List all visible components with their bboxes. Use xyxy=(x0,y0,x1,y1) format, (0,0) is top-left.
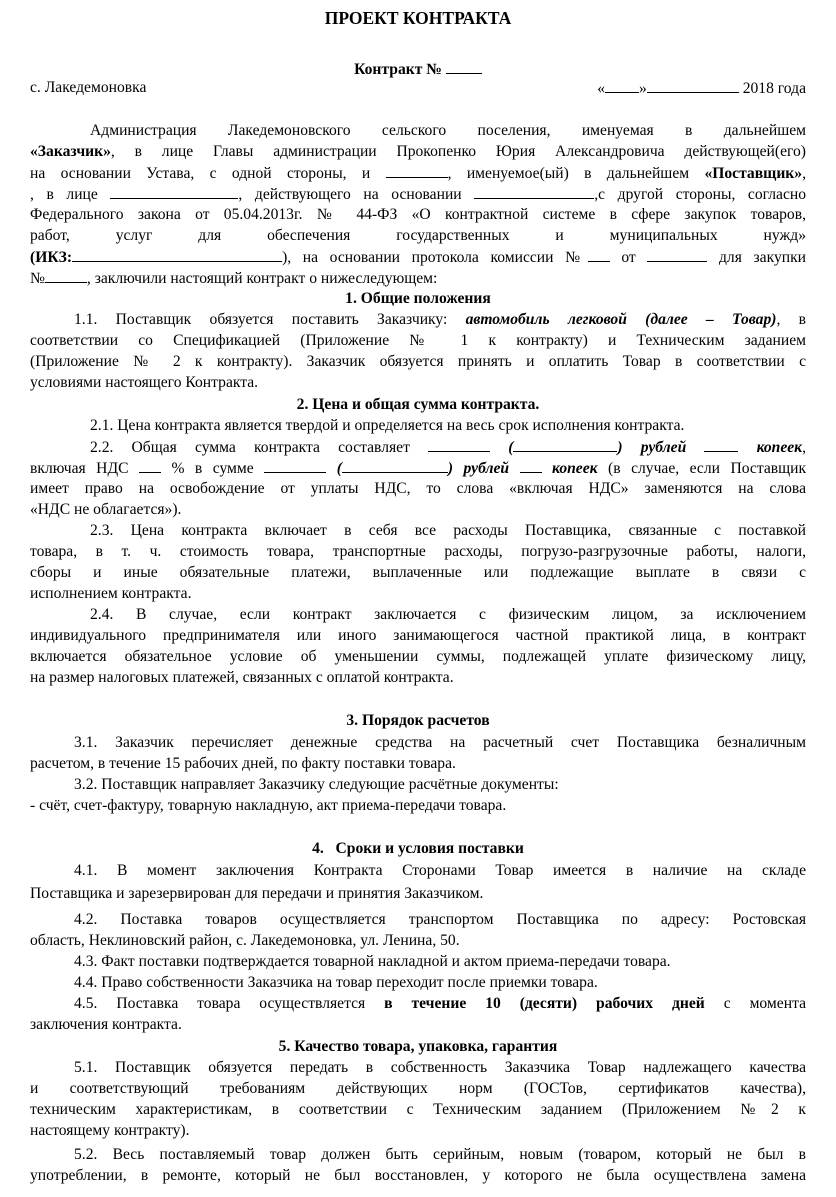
s5-line-1: 5.1. Поставщик обязуется передать в собственность Заказчика Товар надлежащего качества xyxy=(74,1059,806,1076)
s2-line-1: 2.1. Цена контракта является твердой и определяется на весь срок исполнения контракта. xyxy=(90,417,685,434)
s1-line-3: (Приложение № 2 к контракту). Заказчик обязуется принять и оплатить Товар в соответствии с xyxy=(30,353,806,370)
s2-line-6: 2.3. Цена контракта включает в себя все расходы Поставщика, связанные с поставкой xyxy=(90,522,806,539)
vat-sum-words-blank[interactable] xyxy=(342,457,448,473)
s3-line-2: расчетом, в течение 15 рабочих дней, по факту поставки товара. xyxy=(30,755,456,772)
place-date-line xyxy=(30,77,806,99)
s5-line-4: настоящему контракту). xyxy=(30,1122,190,1139)
s2-line-13: на размер налоговых платежей, связанных с оплатой контракта. xyxy=(30,669,454,686)
preamble-line-1: Администрация Лакедемоновского сельского поселения, именуемая в дальнейшем xyxy=(90,122,806,139)
s4-line-5: 4.3. Факт поставки подтверждается товарной накладной и актом приема-передачи товара. xyxy=(74,953,671,970)
s2-line-5: «НДС не облагается»). xyxy=(30,501,182,518)
s4-line-4: область, Неклиновский район, с. Лакедемоновка, ул. Ленина, 50. xyxy=(30,932,460,949)
s1-line-4: условиями настоящего Контракта. xyxy=(30,374,259,391)
section-5-heading: 5. Качество товара, упаковка, гарантия xyxy=(278,1038,558,1055)
document-title: ПРОЕКТ КОНТРАКТА xyxy=(324,8,512,28)
s1-line-2: соответствии со Спецификацией (Приложение № 1 к контракту) и Техническим заданием xyxy=(30,332,806,349)
s2-line-3: включая НДС % в сумме ( ) рублей копеек (в случае, если Поставщик xyxy=(30,457,806,480)
s4-line-7: 4.5. Поставка товара осуществляется в течение 10 (десяти) рабочих дней с момента xyxy=(74,995,806,1012)
preamble-line-2: «Заказчик», в лице Главы администрации Прокопенко Юрия Александровича действующей(его) xyxy=(30,143,806,160)
s2-line-11: индивидуального предпринимателя или иного занимающегося частной практикой лица, в контракт xyxy=(30,627,806,644)
contract-number-blank[interactable] xyxy=(446,58,482,74)
vat-kopecks-blank[interactable] xyxy=(520,457,542,473)
section-2-heading: 2. Цена и общая сумма контракта. xyxy=(296,396,540,413)
s4-line-1: 4.1. В момент заключения Контракта Сторонами Товар имеется в наличие на складе xyxy=(74,862,806,879)
date-month-blank[interactable] xyxy=(647,77,739,93)
s4-line-8: заключения контракта. xyxy=(30,1016,182,1033)
s3-line-1: 3.1. Заказчик перечисляет денежные средства на расчетный счет Поставщика безналичным xyxy=(74,734,806,751)
preamble-line-4: , в лице , действующего на основании ,с другой стороны, согласно xyxy=(30,183,806,206)
s2-line-2: 2.2. Общая сумма контракта составляет ( ) рублей копеек, xyxy=(90,436,806,459)
preamble-line-6: работ, услуг для обеспечения государственных и муниципальных нужд» xyxy=(30,227,806,244)
s2-line-9: исполнением контракта. xyxy=(30,585,192,602)
preamble-line-3: на основании Устава, с одной стороны, и , именуемое(ый) в дальнейшем «Поставщик», xyxy=(30,162,806,185)
s1-line-1: 1.1. Поставщик обязуется поставить Заказчику: автомобиль легковой (далее – Товар), в xyxy=(74,311,806,328)
section-4-heading: 4. Сроки и условия поставки xyxy=(312,840,524,857)
s4-line-2: Поставщика и зарезервирован для передачи и принятия Заказчиком. xyxy=(30,885,484,902)
s5-line-3: техническим характеристикам, в соответствии с Техническим заданием (Приложением №2 к xyxy=(30,1101,806,1118)
s4-line-6: 4.4. Право собственности Заказчика на товар переходит после приемки товара. xyxy=(74,974,598,991)
contract-date: « » 2018 года xyxy=(597,77,806,100)
total-sum-words-blank[interactable] xyxy=(513,436,617,452)
vat-sum-blank[interactable] xyxy=(264,457,326,473)
ikz-blank[interactable] xyxy=(72,246,282,262)
supplier-name-blank[interactable] xyxy=(386,162,448,178)
protocol-number-blank[interactable] xyxy=(588,246,610,262)
s2-line-12: включается обязательное условие об уменьшении суммы, подлежащей уплате физическому лицу, xyxy=(30,648,806,665)
preamble-line-7: (ИКЗ: ), на основании протокола комиссии № от для закупки xyxy=(30,246,806,269)
s3-line-4: - счёт, счет-фактуру, товарную накладную, акт приема-передачи товара. xyxy=(30,797,507,814)
section-1-heading: 1. Общие положения xyxy=(345,290,491,307)
vat-rate-blank[interactable] xyxy=(139,457,161,473)
total-kopecks-blank[interactable] xyxy=(704,436,738,452)
s3-line-3: 3.2. Поставщик направляет Заказчику следующие расчётные документы: xyxy=(74,776,559,793)
protocol-date-blank[interactable] xyxy=(647,246,707,262)
s2-line-10: 2.4. В случае, если контракт заключается с физическим лицом, за исключением xyxy=(90,606,806,623)
s4-line-3: 4.2. Поставка товаров осуществляется транспортом Поставщика по адресу: Ростовская xyxy=(74,911,806,928)
total-sum-blank[interactable] xyxy=(428,436,490,452)
representative-blank[interactable] xyxy=(110,183,238,199)
preamble-line-5: Федерального закона от 05.04.2013г. № 44-ФЗ «О контрактной системе в сфере закупок товаров, xyxy=(30,206,806,223)
s5-line-5: 5.2. Весь поставляемый товар должен быть серийным, новым (товаром, который не был в xyxy=(74,1146,806,1163)
basis-blank[interactable] xyxy=(474,183,594,199)
s2-line-8: сборы и иные обязательные платежи, выплаченные или подлежащие выплате в связи с xyxy=(30,564,806,581)
place: с. Лакедемоновка xyxy=(30,79,147,96)
date-day-blank[interactable] xyxy=(605,77,639,93)
s2-line-7: товара, в т. ч. стоимость товара, транспортные расходы, погрузо-разгрузочные работы, налоги, xyxy=(30,543,806,560)
section-3-heading: 3. Порядок расчетов xyxy=(346,712,490,729)
s5-line-6: употреблении, в ремонте, который не был восстановлен, у которого не была осуществлена замена xyxy=(30,1167,806,1184)
preamble-line-8: № , заключили настоящий контракт о нижеследующем: xyxy=(30,267,806,290)
s5-line-2: и соответствующий требованиям действующих норм (ГОСТов, сертификатов качества), xyxy=(30,1080,806,1097)
s2-line-4: имеет право на освобождение от уплаты НДС, то слова «включая НДС» заменяются на слова xyxy=(30,480,806,497)
contract-number-label: Контракт № xyxy=(354,61,442,78)
procurement-number-blank[interactable] xyxy=(45,267,87,283)
